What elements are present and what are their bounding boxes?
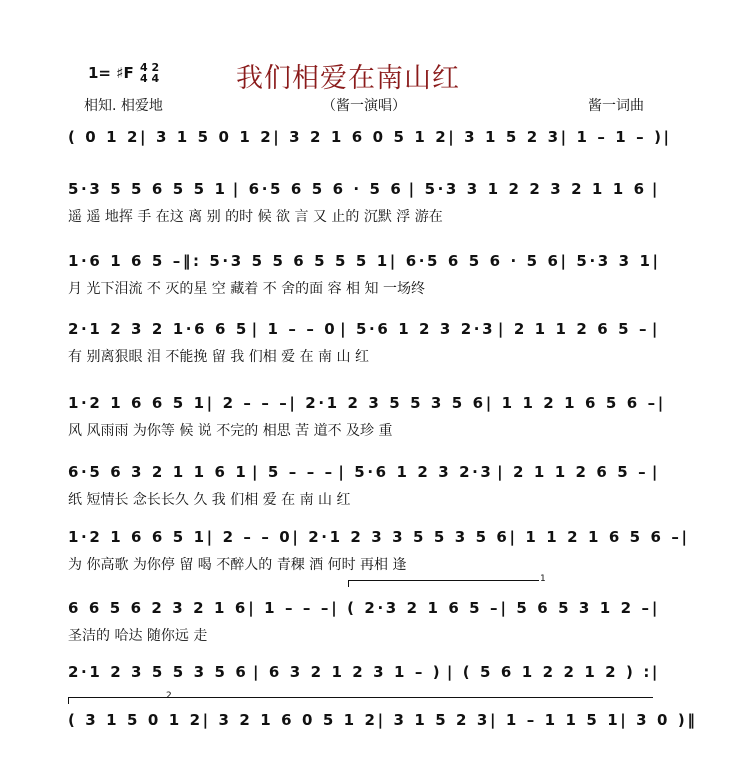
meter-top: 4 2 [140, 61, 160, 74]
measure: | 6·5 6 5 6 · 5 6 [232, 180, 404, 198]
lyric-line: 遥 遥 地挥 手 在这 离 别 的时 候 欲 言 又 止的 沉默 浮 游在 [68, 209, 443, 225]
subtitle-left: 相知. 相爱地 [84, 98, 163, 114]
measure: | 5·6 1 2 3 2·3 [338, 463, 494, 481]
measure: | 5·6 1 2 3 2·3 [340, 320, 496, 338]
measure: 6·5 6 3 2 1 1 6 1 [68, 463, 249, 481]
measure: | 3 0 )‖ [620, 711, 698, 729]
measure: | 3 1 5 0 1 2 [140, 128, 274, 146]
measure: | 1 1 2 1 6 5 6 – [509, 528, 682, 546]
meter-bottom: 4 4 [140, 72, 160, 85]
measure: | 2 1 1 2 6 5 – [497, 320, 650, 338]
lyric-line: 纸 短情长 念长长久 久 我 们相 爱 在 南 山 红 [68, 492, 351, 508]
notation-line [68, 709, 698, 731]
measure: 5·3 5 5 6 5 5 1 [68, 180, 228, 198]
measure: ( 0 1 2 [68, 128, 141, 146]
measure: | 1 – 1 1 5 1 [489, 711, 621, 729]
volta-first-bracket [348, 580, 539, 587]
volta-second-number: 2 [166, 691, 172, 701]
measure: ( 3 1 5 0 1 2 [68, 711, 203, 729]
key-signature: 1= ♯F [88, 64, 134, 82]
notation-line [68, 318, 660, 340]
volta-second-bracket [68, 697, 653, 704]
measure: | [651, 463, 660, 481]
measure: | 2·1 2 3 5 5 3 5 6 [289, 394, 486, 412]
lyric-line: 为 你高歌 为你停 留 喝 不醉人的 青稞 酒 何时 再相 逢 [68, 557, 407, 573]
notation-line [68, 461, 660, 483]
measure: | 5 6 5 3 1 2 – [500, 599, 652, 617]
measure: | [651, 320, 660, 338]
volta-first-number: 1 [540, 574, 546, 584]
measure: | [652, 252, 661, 270]
measure: | ( 5 6 1 2 2 1 2 ) :| [446, 663, 660, 681]
measure: | 5·3 3 1 2 2 3 2 1 1 6 [408, 180, 647, 198]
notation-line [68, 250, 660, 272]
measure: | 5·3 3 1 [560, 252, 653, 270]
measure: | 2·1 2 3 3 5 5 3 5 6 [292, 528, 510, 546]
measure: | 1 – – – [248, 599, 331, 617]
measure: 2·1 2 3 2 1·6 6 5 [68, 320, 249, 338]
measure: ‖: 5·3 5 5 6 5 5 5 1 [182, 252, 390, 270]
measure: | [657, 394, 666, 412]
measure: | 6 3 2 1 2 3 1 – ) [252, 663, 443, 681]
measure: 2·1 2 3 5 5 3 5 6 [68, 663, 249, 681]
measure: | 1 1 2 1 6 5 6 – [485, 394, 658, 412]
measure: | 1 – – 0 [251, 320, 338, 338]
notation-line [68, 392, 666, 414]
singer-credit: （酱一演唱） [322, 98, 406, 114]
measure: 1·2 1 6 6 5 1 [68, 394, 207, 412]
notation-line [68, 661, 660, 683]
measure: | 6·5 6 5 6 · 5 6 [389, 252, 561, 270]
measure: 1·6 1 6 5 – [68, 252, 183, 270]
measure: | 2 1 1 2 6 5 – [497, 463, 649, 481]
measure: | [681, 528, 690, 546]
measure: | [651, 599, 660, 617]
measure: | 2 – – – [206, 394, 290, 412]
measure: 6 6 5 6 2 3 2 1 6 [68, 599, 248, 617]
measure: | 1 – 1 – )| [560, 128, 672, 146]
notation-line [68, 178, 660, 200]
measure: | 2 – – 0 [206, 528, 293, 546]
time-signature [140, 62, 159, 84]
song-title: 我们相爱在南山红 [236, 63, 460, 94]
notation-line [68, 597, 660, 619]
composer-credit: 酱一词曲 [588, 98, 644, 114]
lyric-line: 风 风雨雨 为你等 候 说 不完的 相思 苦 道不 及珍 重 [68, 423, 393, 439]
notation-line [68, 126, 672, 148]
measure: 1·2 1 6 6 5 1 [68, 528, 207, 546]
lyric-line: 圣洁的 哈达 随你远 走 [68, 628, 208, 644]
lyric-line: 有 别离狠眼 泪 不能挽 留 我 们相 爱 在 南 山 红 [68, 349, 369, 365]
measure: | 3 2 1 6 0 5 1 2 [273, 128, 449, 146]
notation-line [68, 526, 690, 548]
measure: | 3 1 5 2 3 [448, 128, 561, 146]
measure: | 3 1 5 2 3 [377, 711, 490, 729]
measure: | 5 – – – [252, 463, 335, 481]
measure: | 3 2 1 6 0 5 1 2 [202, 711, 378, 729]
measure: | ( 2·3 2 1 6 5 – [331, 599, 501, 617]
measure: | [651, 180, 660, 198]
lyric-line: 月 光下泪流 不 灭的星 空 藏着 不 舍的面 容 相 知 一场终 [68, 281, 425, 297]
